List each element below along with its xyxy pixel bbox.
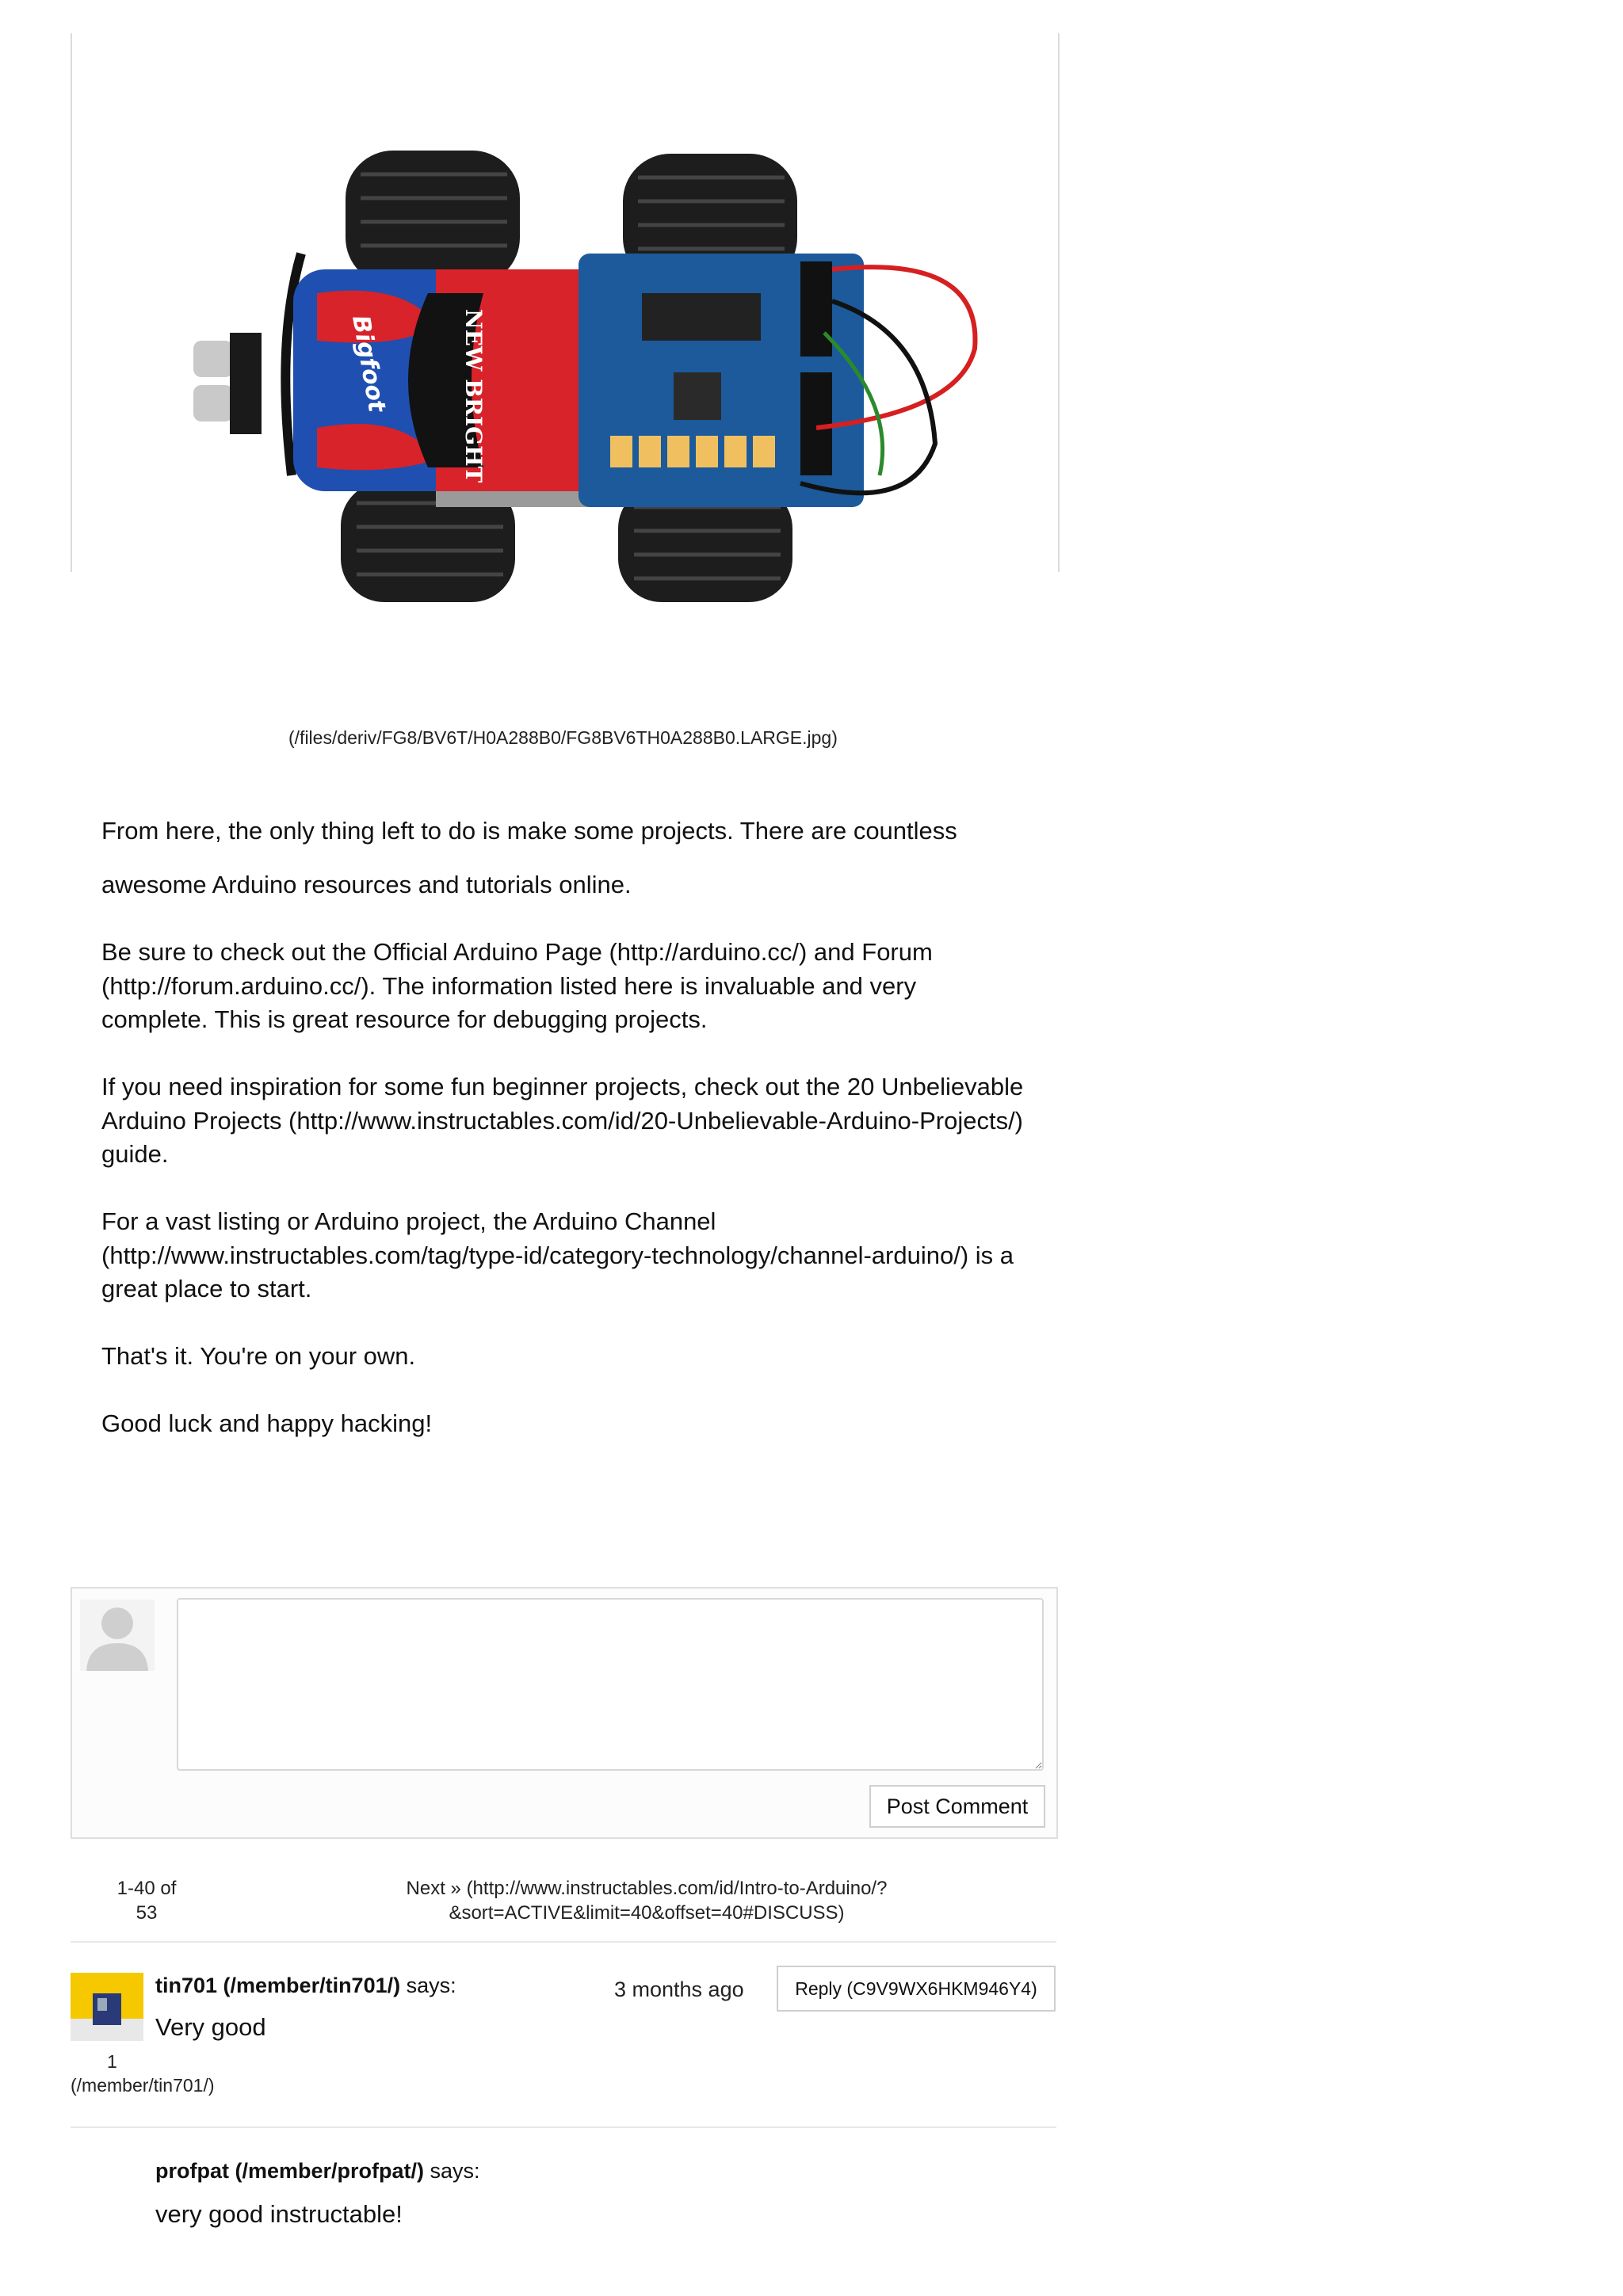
rc-truck-photo[interactable]: [198, 143, 991, 610]
bigfoot-logo-text: Bigfoot: [346, 313, 391, 414]
default-avatar-icon: [80, 1600, 155, 1671]
avatar-count: 1: [107, 2051, 117, 2072]
comment-form: [71, 1587, 1058, 1839]
photo-caption-link[interactable]: (/files/deriv/FG8/BV6T/H0A288B0/FG8BV6TH0A288B0.LARGE.jpg): [288, 727, 838, 748]
reply-button[interactable]: Reply (C9V9WX6HKM946Y4): [777, 1966, 1056, 2012]
article-paragraph: That's it. You're on your own.: [101, 1342, 416, 1370]
comment-author-link[interactable]: tin701 (/member/tin701/): [155, 1974, 401, 1997]
pagination-next-link[interactable]: Next » (http://www.instructables.com/id/Intro-to-Arduino/? &sort=ACTIVE&limit=40&offset=40#DISCUSS): [406, 1878, 888, 1924]
comment-body: very good instructable!: [155, 2200, 403, 2228]
comment-timestamp: 3 months ago: [614, 1978, 744, 2001]
divider: [71, 1941, 1056, 1943]
comment-body: Very good: [155, 2013, 266, 2041]
article-paragraph: If you need inspiration for some fun beginner projects, check out the 20 Unbelievable Arduino Projects (http://www.instructables.com/id/20-Unbelievable-Arduino-Projects/) guide.: [101, 1073, 1024, 1168]
new-bright-text: NEW BRIGHT: [460, 309, 487, 483]
article-cut-line: From here, the only thing left to do is make some projects. There are countless: [101, 817, 957, 845]
comment-author-link[interactable]: profpat (/member/profpat/): [155, 2159, 425, 2183]
article-paragraph: awesome Arduino resources and tutorials online.: [101, 871, 632, 898]
article-paragraph: Be sure to check out the Official Arduino Page (http://arduino.cc/) and Forum (http://forum.arduino.cc/). The information listed here is invaluable and very complete. This is great resource for debugging projects.: [101, 938, 933, 1033]
comment-author: profpat (/member/profpat/) says:: [155, 2159, 480, 2183]
comment-author: tin701 (/member/tin701/) says:: [155, 1974, 456, 1997]
member-avatar-icon[interactable]: [71, 1973, 143, 2041]
avatar-member-link[interactable]: (/member/tin701/): [71, 2075, 215, 2096]
article-paragraph: Good luck and happy hacking!: [101, 1409, 433, 1437]
article-paragraph: For a vast listing or Arduino project, the Arduino Channel (http://www.instructables.com/tag/type-id/category-technology/channel-arduino/) is a great place to start.: [101, 1207, 1014, 1302]
post-comment-button[interactable]: Post Comment: [869, 1785, 1045, 1828]
pagination-count: 1-40 of 53: [116, 1878, 177, 1924]
comment-input[interactable]: [177, 1598, 1044, 1771]
divider: [71, 2126, 1056, 2128]
